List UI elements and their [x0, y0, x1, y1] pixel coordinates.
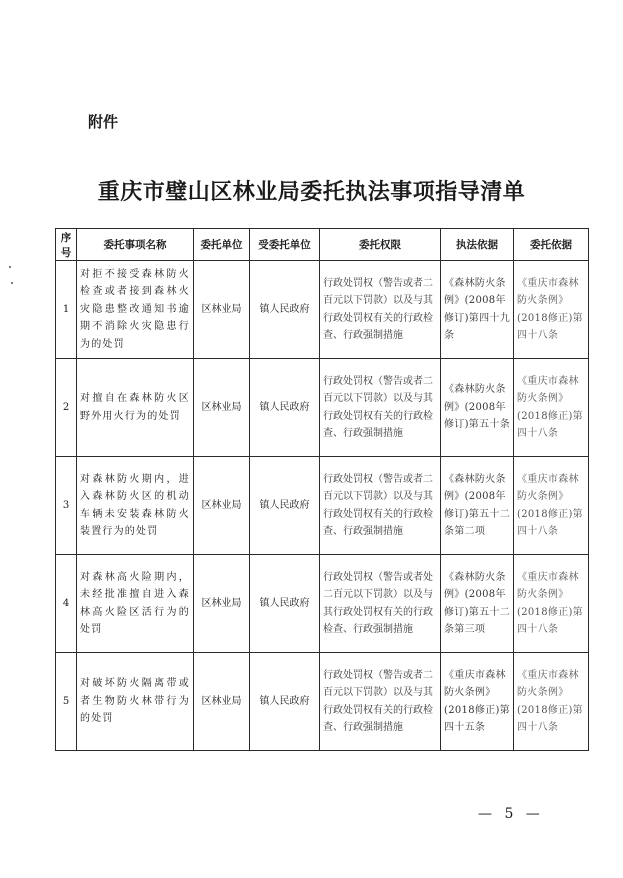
- cell-no: 1: [56, 261, 77, 359]
- col-header-scope: 委托权限: [320, 229, 441, 261]
- cell-scope: 行政处罚权（警告或者二百元以下罚款）以及与其行政处罚权有关的行政检查、行政强制措施: [320, 261, 441, 359]
- cell-item: 对擅自在森林防火区野外用火行为的处罚: [77, 359, 194, 457]
- cell-entrusted: 镇人民政府: [250, 261, 320, 359]
- cell-scope: 行政处罚权（警告或者处二百元以下罚款）以及与其行政处罚权有关的行政检查、行政强制措施: [320, 555, 441, 653]
- cell-no: 4: [56, 555, 77, 653]
- page-title: 重庆市璧山区林业局委托执法事项指导清单: [97, 179, 526, 205]
- table-row: [56, 653, 589, 751]
- cell-basis: 《重庆市森林防火条例》(2018修正)第四十八条: [514, 555, 589, 653]
- table-header-row: [56, 229, 589, 261]
- scan-speck: [9, 266, 11, 268]
- cell-item: 对森林防火期内，进入森林防火区的机动车辆未安装森林防火装置行为的处罚: [77, 457, 194, 555]
- cell-unit: 区林业局: [194, 261, 250, 359]
- cell-law: 《森林防火条例》(2008年修订)第五十二条第二项: [441, 457, 514, 555]
- table-row: [56, 261, 589, 359]
- col-header-unit: 委托单位: [194, 229, 250, 261]
- cell-entrusted: 镇人民政府: [250, 555, 320, 653]
- cell-item: 对森林高火险期内，未经批准擅自进入森林高火险区活行为的处罚: [77, 555, 194, 653]
- table-row: [56, 359, 589, 457]
- cell-item: 对拒不接受森林防火检查或者接到森林火灾隐患整改通知书逾期不消除火灾隐患行为的处罚: [77, 261, 194, 359]
- attachment-label: 附件: [88, 113, 119, 131]
- cell-basis: 《重庆市森林防火条例》(2018修正)第四十八条: [514, 261, 589, 359]
- cell-item: 对破坏防火隔离带或者生物防火林带行为的处罚: [77, 653, 194, 751]
- cell-law: 《重庆市森林防火条例》(2018修正)第四十五条: [441, 653, 514, 751]
- cell-no: 5: [56, 653, 77, 751]
- cell-law: 《森林防火条例》(2008年修订)第四十九条: [441, 261, 514, 359]
- cell-unit: 区林业局: [194, 457, 250, 555]
- scan-speck: [11, 282, 13, 284]
- cell-law: 《森林防火条例》(2008年修订)第五十条: [441, 359, 514, 457]
- cell-scope: 行政处罚权（警告或者二百元以下罚款）以及与其行政处罚权有关的行政检查、行政强制措施: [320, 359, 441, 457]
- cell-unit: 区林业局: [194, 555, 250, 653]
- cell-basis: 《重庆市森林防火条例》(2018修正)第四十八条: [514, 359, 589, 457]
- cell-unit: 区林业局: [194, 359, 250, 457]
- cell-entrusted: 镇人民政府: [250, 653, 320, 751]
- delegation-table: [55, 228, 589, 751]
- col-header-no: 序号: [56, 229, 77, 261]
- cell-scope: 行政处罚权（警告或者二百元以下罚款）以及与其行政处罚权有关的行政检查、行政强制措施: [320, 653, 441, 751]
- col-header-law: 执法依据: [441, 229, 514, 261]
- cell-unit: 区林业局: [194, 653, 250, 751]
- table-row: [56, 457, 589, 555]
- cell-no: 2: [56, 359, 77, 457]
- col-header-basis: 委托依据: [514, 229, 589, 261]
- col-header-item: 委托事项名称: [77, 229, 194, 261]
- col-header-entrusted: 受委托单位: [250, 229, 320, 261]
- table-row: [56, 555, 589, 653]
- cell-basis: 《重庆市森林防火条例》(2018修正)第四十八条: [514, 653, 589, 751]
- cell-scope: 行政处罚权（警告或者二百元以下罚款）以及与其行政处罚权有关的行政检查、行政强制措施: [320, 457, 441, 555]
- page-number: — 5 —: [478, 806, 544, 822]
- cell-no: 3: [56, 457, 77, 555]
- cell-basis: 《重庆市森林防火条例》(2018修正)第四十八条: [514, 457, 589, 555]
- cell-entrusted: 镇人民政府: [250, 457, 320, 555]
- cell-entrusted: 镇人民政府: [250, 359, 320, 457]
- cell-law: 《森林防火条例》(2008年修订)第五十二条第三项: [441, 555, 514, 653]
